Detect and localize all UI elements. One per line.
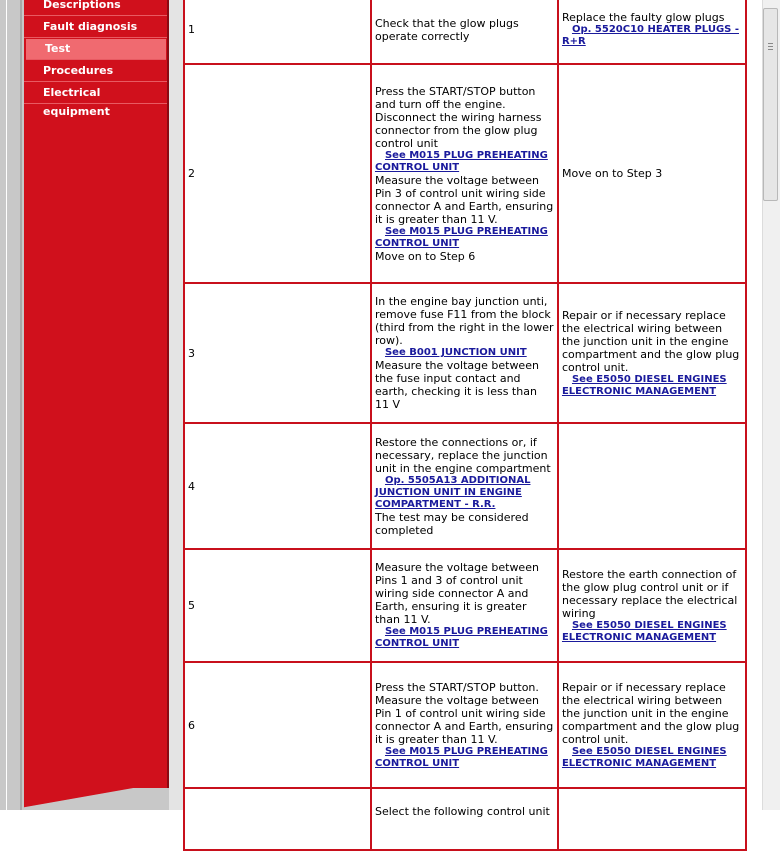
test-steps-table	[183, 0, 747, 851]
step-test-text: Measure the voltage between Pin 3 of control unit wiring side connector A and Earth, ensuring it is greater than 11 V.	[374, 173, 554, 226]
table-row	[185, 284, 745, 422]
step-test-text: Measure the voltage between the fuse input contact and earth, checking it is less than 11 V	[374, 359, 539, 411]
step-test-cell	[372, 663, 557, 787]
step-number	[185, 789, 370, 849]
step-test-text: Move on to Step 6	[374, 249, 476, 263]
table-row	[185, 424, 745, 548]
sidebar-item-test[interactable]: Test	[26, 39, 166, 60]
step-number: 5	[185, 550, 370, 661]
sidebar-item-electrical-equipment[interactable]: Electrical equipment	[24, 83, 167, 104]
sidebar-item-fault-diagnosis[interactable]: Fault diagnosis	[24, 17, 167, 38]
step-test-text: Select the following control unit	[374, 805, 550, 818]
step-test-cell	[372, 789, 557, 849]
step-test-cell	[372, 65, 557, 282]
step-test-cell	[372, 0, 557, 63]
reference-link[interactable]: See E5050 DIESEL ENGINES ELECTRONIC MANAGEMENT	[561, 619, 727, 643]
table-row	[185, 65, 745, 282]
step-test-cell	[372, 550, 557, 661]
step-action-cell	[559, 550, 745, 661]
step-number: 2	[185, 65, 370, 282]
step-test-text: In the engine bay junction unti, remove fuse F11 from the block (third from the right in the lower row).	[374, 295, 554, 347]
table-row	[185, 663, 745, 787]
table-row	[185, 550, 745, 661]
step-number: 6	[185, 663, 370, 787]
step-test-text: Press the START/STOP button and turn off the engine. Disconnect the wiring harness connector from the glow plug control unit	[374, 84, 542, 150]
step-action-text: Replace the faulty glow plugs	[561, 11, 725, 24]
reference-link[interactable]: See M015 PLUG PREHEATING CONTROL UNIT	[374, 149, 548, 173]
procedure-link[interactable]: Op. 5505A13 ADDITIONAL JUNCTION UNIT IN ENGINE COMPARTMENT - R.R.	[374, 474, 531, 510]
step-number: 1	[185, 0, 370, 63]
reference-link[interactable]: See M015 PLUG PREHEATING CONTROL UNIT	[374, 626, 548, 649]
step-test-text: Restore the connections or, if necessary, replace the junction unit in the engine compartment	[374, 435, 551, 475]
grip-line	[768, 46, 773, 47]
grip-line	[768, 43, 773, 44]
reference-link[interactable]: See E5050 DIESEL ENGINES ELECTRONIC MANAGEMENT	[561, 745, 727, 769]
gutter-shadow	[20, 0, 22, 810]
sidebar-item-descriptions[interactable]: Descriptions	[24, 0, 167, 16]
step-test-cell	[372, 424, 557, 548]
reference-link[interactable]: See E5050 DIESEL ENGINES ELECTRONIC MANAGEMENT	[561, 373, 727, 397]
step-test-text: Measure the voltage between Pins 1 and 3 of control unit wiring side connector A and Earth, ensuring it is greater than 11 V.	[374, 561, 539, 626]
step-action-cell	[559, 663, 745, 787]
procedure-link[interactable]: Op. 5520C10 HEATER PLUGS - R+R	[561, 24, 739, 47]
scrollbar-thumb[interactable]	[763, 8, 778, 201]
step-number: 4	[185, 424, 370, 548]
step-test-cell	[372, 284, 557, 422]
reference-link[interactable]: See M015 PLUG PREHEATING CONTROL UNIT	[374, 225, 548, 249]
step-action-text: Repair or if necessary replace the electrical wiring between the junction unit in the engine compartment and the glow plug control unit.	[561, 680, 740, 746]
table-row	[185, 0, 745, 63]
window-left-gutter	[0, 0, 24, 810]
content-margin	[169, 0, 183, 810]
grip-line	[768, 49, 773, 50]
step-action-cell	[559, 65, 745, 282]
step-number: 3	[185, 284, 370, 422]
step-test-text: Press the START/STOP button. Measure the voltage between Pin 1 of control unit wiring side connector A and Earth, ensuring it is greater than 11 V.	[374, 680, 554, 746]
step-action-cell	[559, 424, 745, 548]
reference-link[interactable]: See B001 JUNCTION UNIT	[384, 347, 527, 358]
step-action-text: Repair or if necessary replace the electrical wiring between the junction unit in the engine compartment and the glow plug control unit.	[561, 308, 740, 374]
table-row	[185, 789, 745, 849]
step-action-cell	[559, 284, 745, 422]
step-action-text: Move on to Step 3	[561, 167, 663, 180]
step-action-cell	[559, 0, 745, 63]
step-test-text: Check that the glow plugs operate correctly	[374, 16, 519, 43]
gutter-highlight	[6, 0, 7, 810]
step-test-text: The test may be considered completed	[374, 510, 529, 537]
step-action-text: Restore the earth connection of the glow plug control unit or if necessary replace the electrical wiring	[561, 567, 738, 620]
sidebar-item-procedures[interactable]: Procedures	[24, 61, 167, 82]
reference-link[interactable]: See M015 PLUG PREHEATING CONTROL UNIT	[374, 745, 548, 769]
sidebar-bottom-bevel	[24, 788, 169, 810]
step-action-cell	[559, 789, 745, 849]
